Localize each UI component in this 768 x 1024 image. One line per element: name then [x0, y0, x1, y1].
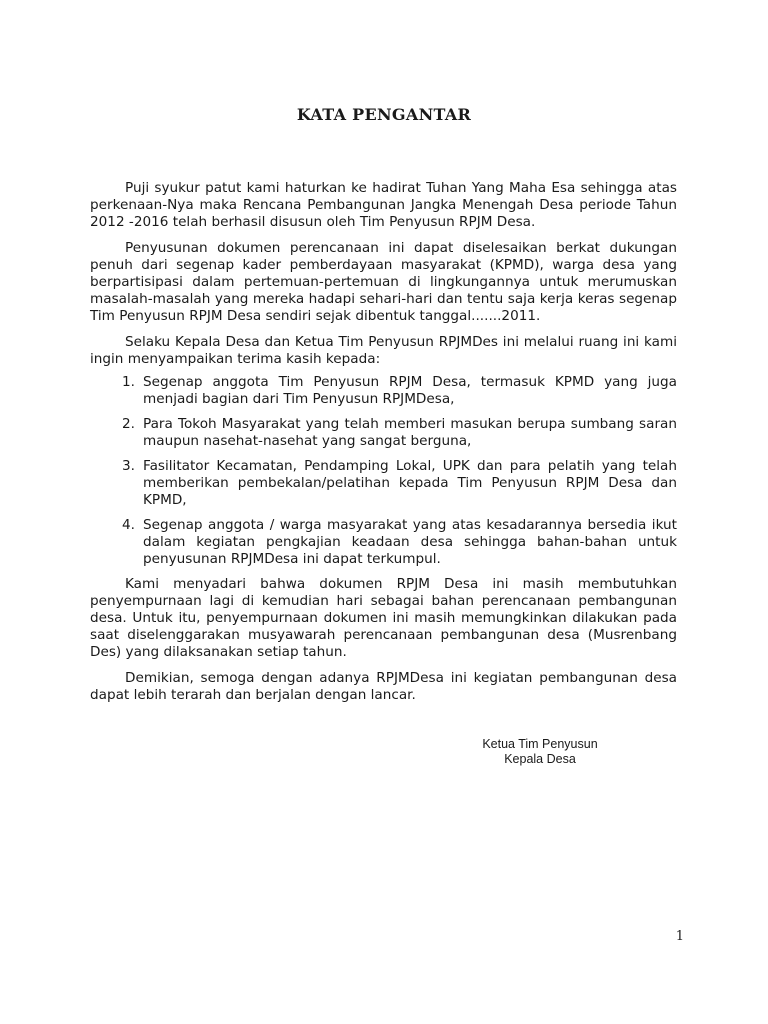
list-item-number: 4. — [122, 517, 135, 533]
document-body — [90, 180, 677, 713]
list-item-text: Para Tokoh Masyarakat yang telah memberi masukan berupa sumbang saran maupun nasehat-nasehat yang sangat berguna, — [143, 416, 677, 449]
paragraph-closing: Demikian, semoga dengan adanya RPJMDesa ini kegiatan pembangunan desa dapat lebih terarah dan berjalan dengan lancar. — [90, 670, 677, 703]
paragraph-improvement: Kami menyadari bahwa dokumen RPJM Desa ini masih membutuhkan penyempurnaan lagi di kemudian hari sebagai bahan perencanaan pembangunan desa. Untuk itu, penyempurnaan dokumen ini masih memungkinkan dilakukan pada saat diselenggarakan musyawarah perencanaan pembangunan desa (Musrenbang Des) yang dilaksanakan setiap tahun. — [90, 576, 677, 660]
list-item-text: Segenap anggota Tim Penyusun RPJM Desa, termasuk KPMD yang juga menjadi bagian dari Tim Penyusun RPJMDesa, — [143, 374, 677, 407]
list-item — [90, 374, 677, 408]
thanks-list — [90, 374, 677, 568]
list-item-number: 2. — [122, 416, 135, 432]
signature-block — [440, 737, 640, 767]
signature-line-2: Kepala Desa — [504, 752, 576, 766]
list-item — [90, 458, 677, 509]
paragraph-support: Penyusunan dokumen perencanaan ini dapat diselesaikan berkat dukungan penuh dari segenap kader pemberdayaan masyarakat (KPMD), warga desa yang berpartisipasi dalam pertemuan-pertemuan di lingkungannya untuk merumuskan masalah-masalah yang mereka hadapi sehari-hari dan tentu saja kerja keras segenap Tim Penyusun RPJM Desa sendiri sejak dibentuk tanggal.......2011. — [90, 240, 677, 324]
page-title: KATA PENGANTAR — [296, 105, 472, 124]
list-item — [90, 517, 677, 568]
list-item — [90, 416, 677, 450]
list-item-text: Fasilitator Kecamatan, Pendamping Lokal, UPK dan para pelatih yang telah memberikan pembekalan/pelatihan kepada Tim Penyusun RPJM Desa dan KPMD, — [143, 458, 677, 508]
list-item-number: 3. — [122, 458, 135, 474]
signature-line-1: Ketua Tim Penyusun — [482, 737, 598, 751]
page-number: 1 — [675, 929, 684, 944]
list-item-text: Segenap anggota / warga masyarakat yang atas kesadarannya bersedia ikut dalam kegiatan pengkajian keadaan desa sehingga bahan-bahan untuk penyusunan RPJMDesa ini dapat terkumpul. — [143, 517, 677, 567]
paragraph-intro: Puji syukur patut kami haturkan ke hadirat Tuhan Yang Maha Esa sehingga atas perkenaan-Nya maka Rencana Pembangunan Jangka Menengah Desa periode Tahun 2012 -2016 telah berhasil disusun oleh Tim Penyusun RPJM Desa. — [90, 180, 677, 230]
list-item-number: 1. — [122, 374, 135, 390]
paragraph-thanks-intro: Selaku Kepala Desa dan Ketua Tim Penyusun RPJMDes ini melalui ruang ini kami ingin menyampaikan terima kasih kepada: — [90, 334, 677, 367]
